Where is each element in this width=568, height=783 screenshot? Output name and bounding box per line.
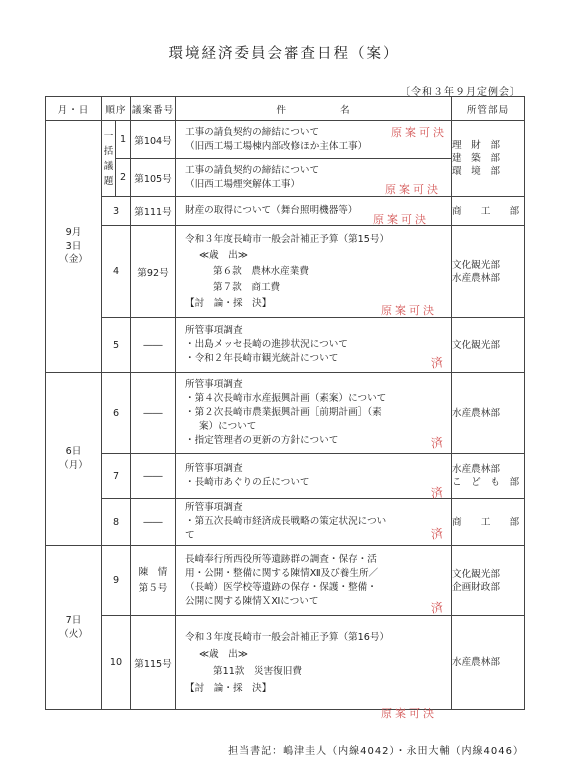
subject-1: 工事の請負契約の締結について （旧西工場工場棟内部改修ほか主体工事） 原案可決 bbox=[176, 121, 452, 159]
bill-5: ―― bbox=[131, 318, 176, 373]
bureau-6: 水産農林部 bbox=[452, 373, 525, 454]
table-row bbox=[46, 616, 525, 710]
bill-3: 第111号 bbox=[131, 197, 176, 226]
order-1: 1 bbox=[116, 121, 131, 159]
subject-8: 所管事項調査 ・第五次長崎市経済成長戦略の策定状況につい て 済 bbox=[176, 499, 452, 546]
header-bureau: 所管部局 bbox=[452, 97, 525, 121]
order-6: 6 bbox=[102, 373, 131, 454]
order-9: 9 bbox=[102, 546, 131, 616]
order-4: 4 bbox=[102, 226, 131, 318]
bureau-4: 文化観光部 水産農林部 bbox=[452, 226, 525, 318]
header-date: 月・日 bbox=[46, 97, 102, 121]
header-order: 順序 bbox=[102, 97, 131, 121]
table-row bbox=[46, 499, 525, 546]
bill-9: 陳 情 第５号 bbox=[131, 546, 176, 616]
header-bill: 議案番号 bbox=[131, 97, 176, 121]
header-row bbox=[46, 97, 525, 121]
table-row bbox=[46, 546, 525, 616]
bill-7: ―― bbox=[131, 454, 176, 499]
order-8: 8 bbox=[102, 499, 131, 546]
bureau-8: 商 工 部 bbox=[452, 499, 525, 546]
approved-stamp: 原案可決 bbox=[373, 213, 429, 226]
clerk-contact: 担当書記：嶋津圭人（内線4042）・永田大輔（内線4046） bbox=[228, 746, 524, 757]
subject-7: 所管事項調査 ・長崎市あぐりの丘について 済 bbox=[176, 454, 452, 499]
schedule-table bbox=[45, 96, 525, 720]
subject-5: 所管事項調査 ・出島メッセ長崎の進捗状況について ・令和２年長崎市観光統計について 済 bbox=[176, 318, 452, 373]
done-stamp: 済 bbox=[430, 526, 444, 542]
table-row bbox=[46, 318, 525, 373]
done-stamp: 済 bbox=[430, 355, 444, 371]
header-subject: 件 名 bbox=[176, 97, 452, 121]
table-row bbox=[46, 226, 525, 318]
bureau-10: 水産農林部 bbox=[452, 616, 525, 710]
approved-stamp: 原案可決 bbox=[391, 125, 447, 139]
bill-6: ―― bbox=[131, 373, 176, 454]
subject-9: 長崎奉行所西役所等遺跡群の調査・保存・活 用・公開・整備に関する陳情Ⅻ及び養生所／ （長崎）医学校等遺跡の保存・保護・整備・ 公開に関する陳情ＸⅪについて 済 bbox=[176, 546, 452, 616]
approved-stamp: 原案可決 bbox=[381, 303, 437, 317]
bill-2: 第105号 bbox=[131, 159, 176, 197]
table-row bbox=[46, 197, 525, 226]
order-5: 5 bbox=[102, 318, 131, 373]
order-3: 3 bbox=[102, 197, 131, 226]
approved-stamp: 原案可決 bbox=[381, 706, 437, 720]
bureau-1: 理 財 部 建 築 部 環 境 部 bbox=[452, 121, 525, 197]
subject-6: 所管事項調査 ・第４次長崎市水産振興計画（素案）について ・第２次長崎市農業振興計画［前期計画］（素 案）について ・指定管理者の更新の方針について 済 bbox=[176, 373, 452, 454]
subject-10: 令和３年度長崎市一般会計補正予算（第16号） ≪歳 出≫ 第11款 災害復旧費 【討 論・採 決】 原案可決 bbox=[176, 616, 452, 710]
done-stamp: 済 bbox=[430, 599, 444, 616]
bureau-5: 文化観光部 bbox=[452, 318, 525, 373]
subject-4: 令和３年度長崎市一般会計補正予算（第15号） ≪歳 出≫ 第６款 農林水産業費 第７款 商工費 【討 論・採 決】 原案可決 bbox=[176, 226, 452, 318]
bureau-3: 商 工 部 bbox=[452, 197, 525, 226]
bundle-label: 一 括 議 題 bbox=[102, 121, 116, 197]
subject-2: 工事の請負契約の締結について （旧西工場煙突解体工事） 原案可決 bbox=[176, 159, 452, 197]
date-cell-day3: 7日 （火） bbox=[46, 546, 102, 710]
bill-4: 第92号 bbox=[131, 226, 176, 318]
table-row bbox=[46, 121, 525, 159]
bill-10: 第115号 bbox=[131, 616, 176, 710]
document-title: 環境経済委員会審査日程（案） bbox=[168, 46, 400, 62]
done-stamp: 済 bbox=[430, 485, 444, 501]
bill-8: ―― bbox=[131, 499, 176, 546]
table-row bbox=[46, 373, 525, 454]
table-row bbox=[46, 454, 525, 499]
date-cell-day2: 6日 （月） bbox=[46, 373, 102, 546]
bureau-7: 水産農林部 こ ど も 部 bbox=[452, 454, 525, 499]
bureau-9: 文化観光部 企画財政部 bbox=[452, 546, 525, 616]
bill-1: 第104号 bbox=[131, 121, 176, 159]
approved-stamp: 原案可決 bbox=[385, 182, 441, 196]
done-stamp: 済 bbox=[430, 435, 444, 451]
order-10: 10 bbox=[102, 616, 131, 710]
date-cell-day1: 9月 3日 （金） bbox=[46, 121, 102, 373]
order-2: 2 bbox=[116, 159, 131, 197]
subject-3: 財産の取得について（舞台照明機器等） 原案可決 bbox=[176, 197, 452, 226]
order-7: 7 bbox=[102, 454, 131, 499]
session-label: 〔令和３年９月定例会〕 bbox=[400, 87, 521, 98]
